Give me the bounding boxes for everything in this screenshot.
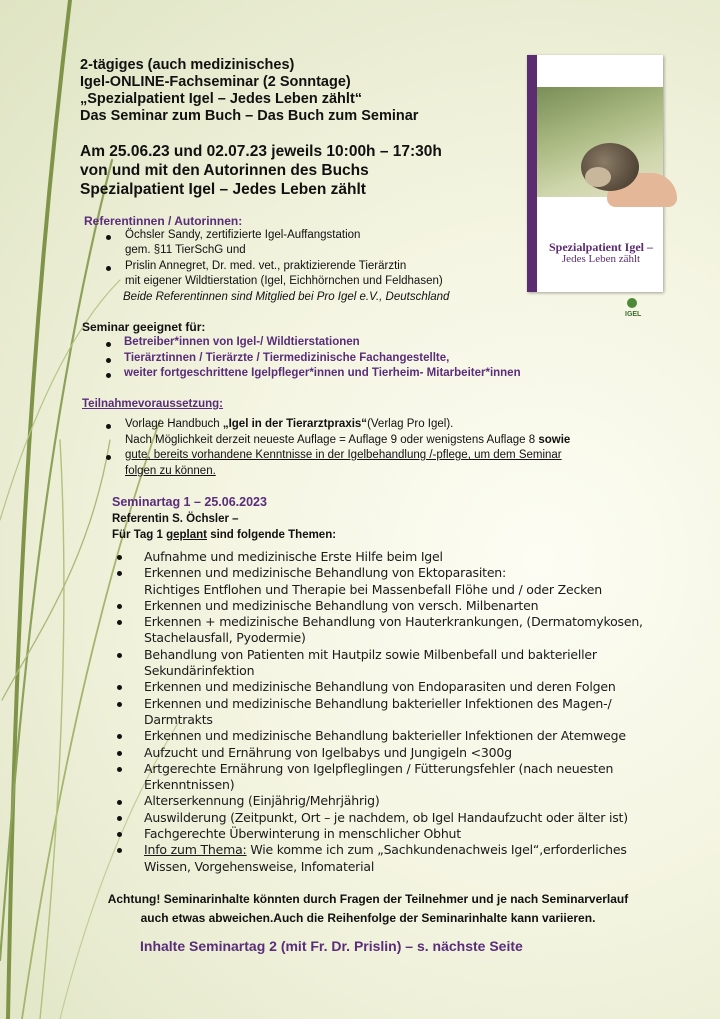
header-line-1: 2-tägiges (auch medizinisches) [80, 57, 295, 73]
book-spine [527, 55, 537, 292]
date-line-1: Am 25.06.23 und 02.07.23 jeweils 10:00h – 17:30h [80, 143, 442, 160]
bullet [117, 653, 122, 658]
topic-item: Erkennen und medizinische Behandlung von versch. Milbenarten [144, 597, 539, 613]
bullet [117, 604, 122, 609]
topic-item: Artgerechte Ernährung von Igelpfleglingen / Fütterungsfehler (nach neuesten [144, 760, 614, 776]
day2-reference: Inhalte Seminartag 2 (mit Fr. Dr. Prislin) – s. nächste Seite [140, 938, 523, 954]
pro-igel-logo-icon [627, 298, 637, 308]
requirements-heading: Teilnahmevoraussetzung: [82, 398, 224, 410]
bullet [106, 266, 111, 271]
speaker-1-line-1: Öchsler Sandy, zertifizierte Igel-Auffangstation [125, 229, 361, 241]
hedgehog-face [585, 167, 611, 187]
book-cover-image [527, 55, 663, 318]
topics-intro-prefix: Für Tag 1 [112, 529, 167, 541]
requirement-1-line-2 [125, 434, 570, 448]
requirement-2-line-2: folgen zu können. [125, 465, 216, 477]
speakers-note: Beide Referentinnen sind Mitglied bei Pro Igel e.V., Deutschland [123, 291, 450, 303]
topic-item: Erkennen und medizinische Behandlung von Endoparasiten und deren Folgen [144, 679, 616, 695]
warning-line-2: auch etwas abweichen.Auch die Reihenfolge der Seminarinhalte kann variieren. [140, 911, 596, 925]
topic-item: Aufzucht und Ernährung von Igelbabys und Jungigeln <300g [144, 744, 512, 760]
speaker-2-line-2: mit eigener Wildtierstation (Igel, Eichhörnchen und Feldhasen) [125, 275, 443, 287]
day1-heading: Seminartag 1 – 25.06.2023 [112, 495, 267, 509]
day1-topics-intro [112, 529, 336, 541]
requirement-1-edition: Nach Möglichkeit derzeit neueste Auflage = Auflage 9 oder wenigstens Auflage 8 [125, 434, 539, 446]
bullet [117, 800, 122, 805]
speakers-heading: Referentinnen / Autorinnen: [84, 214, 243, 228]
bullet [106, 455, 111, 460]
requirement-1-suffix: (Verlag Pro Igel). [367, 418, 454, 430]
topics-intro-planned: geplant [166, 529, 207, 541]
topic-item-continuation: Darmtrakts [144, 711, 213, 727]
topic-item: Erkennen und medizinische Behandlung bakterieller Infektionen des Magen-/ [144, 695, 612, 711]
header-line-2: Igel-ONLINE-Fachseminar (2 Sonntage) [80, 74, 351, 90]
warning-line-1: Achtung! Seminarinhalte könnten durch Fragen der Teilnehmer und je nach Seminarverlauf [107, 892, 629, 906]
info-topic-text: Wie komme ich zum „Sachkundenachweis Igel“,erforderliches [246, 842, 627, 858]
topic-item-continuation: Richtiges Entflohen und Therapie bei Massenbefall Flöhe und / oder Zecken [144, 581, 602, 597]
bullet [106, 373, 111, 378]
info-topic-line-2: Wissen, Vorgehensweise, Infomaterial [144, 858, 375, 874]
suited-item-3: weiter fortgeschrittene Igelpfleger*innen und Tierheim- Mitarbeiter*innen [124, 367, 521, 379]
day1-topic-list [144, 549, 643, 875]
topic-item: Alterserkennung (Einjährig/Mehrjährig) [144, 793, 380, 809]
pro-igel-logo-text: IGEL [625, 311, 642, 318]
topics-intro-suffix: sind folgende Themen: [207, 529, 337, 541]
topic-item: Erkennen und medizinische Behandlung von Ektoparasiten: [144, 565, 507, 581]
book-title [541, 241, 661, 265]
requirement-2-line-1: gute, bereits vorhandene Kenntnisse in der Igelbehandlung /-pflege, um dem Seminar [125, 449, 562, 461]
topic-item: Fachgerechte Überwinterung in menschlicher Obhut [144, 826, 461, 842]
day1-speaker: Referentin S. Öchsler – [112, 513, 239, 525]
book-title-line-1: Spezialpatient Igel – [549, 240, 653, 254]
suited-heading: Seminar geeignet für: [82, 320, 206, 334]
header-line-4: Das Seminar zum Buch – Das Buch zum Seminar [80, 108, 419, 124]
info-topic-label: Info zum Thema: [144, 842, 247, 858]
topic-item-continuation: Erkenntnissen) [144, 777, 235, 793]
warning-note [88, 890, 648, 928]
suited-item-2: Tierärztinnen / Tierärzte / Tiermedizinische Fachangestellte, [124, 352, 450, 364]
date-line-2: von und mit den Autorinnen des Buchs [80, 162, 369, 179]
topic-item: Aufnahme und medizinische Erste Hilfe beim Igel [144, 549, 443, 564]
bullet [117, 767, 122, 772]
requirement-1-prefix: Vorlage Handbuch [125, 418, 223, 430]
suited-item-1: Betreiber*innen von Igel-/ Wildtierstationen [124, 336, 360, 348]
topic-item: Erkennen und medizinische Behandlung bakterieller Infektionen der Atemwege [144, 728, 626, 744]
bullet [106, 424, 111, 429]
requirement-1-line-1 [125, 418, 453, 432]
info-topic-line-1 [144, 842, 643, 858]
requirement-1-sowie: sowie [538, 434, 571, 446]
speaker-1-line-2: gem. §11 TierSchG und [125, 244, 246, 256]
bullet [106, 235, 111, 240]
seminar-header [80, 57, 520, 125]
date-line-3: Spezialpatient Igel – Jedes Leben zählt [80, 181, 366, 198]
topic-item: Erkennen + medizinische Behandlung von Hauterkrankungen, (Dermatomykosen, [144, 614, 643, 630]
book-title-line-2: Jedes Leben zählt [561, 253, 641, 265]
topic-item: Behandlung von Patienten mit Hautpilz sowie Milbenbefall und bakterieller [144, 646, 597, 662]
bullet [117, 816, 122, 821]
speaker-2-line-1: Prislin Annegret, Dr. med. vet., praktizierende Tierärztin [125, 260, 407, 272]
bullet [117, 555, 122, 560]
topic-item-continuation: Sekundärinfektion [144, 663, 255, 679]
topic-item: Auswilderung (Zeitpunkt, Ort – je nachdem, ob Igel Handaufzucht oder älter ist) [144, 809, 628, 825]
bullet [106, 342, 111, 347]
header-line-3: „Spezialpatient Igel – Jedes Leben zählt“ [80, 91, 363, 107]
topic-item-continuation: Stachelausfall, Pyodermie) [144, 630, 306, 646]
bullet [117, 751, 122, 756]
bullet [106, 358, 111, 363]
bullet [117, 702, 122, 707]
handbook-title: „Igel in der Tierarztpraxis“ [222, 418, 368, 430]
seminar-dates [80, 142, 520, 199]
